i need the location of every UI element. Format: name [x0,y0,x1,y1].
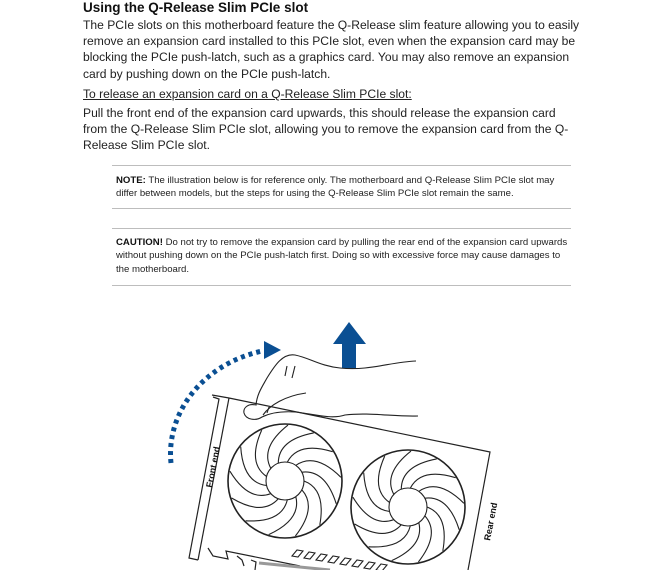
fan-blade [369,526,411,547]
front-end-label: Front end [204,445,222,489]
caution-text: Do not try to remove the expansion card by pulling the rear end of the expansion card upwards without pushing down on the PCIe push-latch first. Doing so with excessive force may cause damages to the motherboard. [116,237,568,275]
fan-blade [287,448,332,462]
caution-callout [116,236,576,276]
fan-blade [269,497,297,535]
fan-blade [232,498,279,507]
note-text: The illustration below is for reference only. The motherboard and Q-Release Slim PCIe slot may differ between models, but the steps for using the Q-Release Slim PCIe slot remain the same. [116,175,555,200]
fan-blade [241,447,267,486]
graphics-card-icon [189,395,490,570]
rear-end-label: Rear end [482,501,500,542]
hand-icon [244,355,418,420]
illustration-svg [0,290,654,570]
caution-bottom-divider [112,285,571,286]
fan-blade [410,474,455,488]
fan-blade [295,490,308,536]
intro-paragraph: The PCIe slots on this motherboard feature the Q-Release slim feature allowing you to easily remove an expansion card installed to this PCIe slot, even when the expansion card may be blocking the PCIe push-latch, such as a graphics card. You may also remove an expansion card by pushing down on the PCIe push-latch. [83,18,580,81]
fan-blade [355,524,402,533]
fan-blade [255,430,266,476]
fan-icon [228,424,342,538]
fan-blade [304,481,321,525]
note-top-divider [112,165,571,166]
procedure-heading: To release an expansion card on a Q-Release Slim PCIe slot: [83,87,412,101]
procedure-paragraph: Pull the front end of the expansion card upwards, this should release the expansion card from the Q-Release Slim PCIe slot, allowing you to remove the expansion card from the Q-Release Slim PCIe slot. [83,106,569,153]
fan-blade [392,523,420,561]
fan-blade [418,516,431,562]
up-arrow-icon [333,322,366,368]
section-title: Using the Q-Release Slim PCIe slot [83,0,309,15]
fan-blade [364,473,390,512]
illustration [0,290,654,570]
fan-blade [427,507,444,551]
note-callout [116,174,576,201]
note-bottom-divider [112,208,571,209]
curved-dotted-arrow-icon [171,341,281,463]
note-label: NOTE: [116,175,146,186]
fan-icon [351,450,465,564]
fan-blade [246,500,288,521]
caution-label: CAUTION! [116,237,163,248]
fan-blade [378,456,389,502]
caution-top-divider [112,228,571,229]
